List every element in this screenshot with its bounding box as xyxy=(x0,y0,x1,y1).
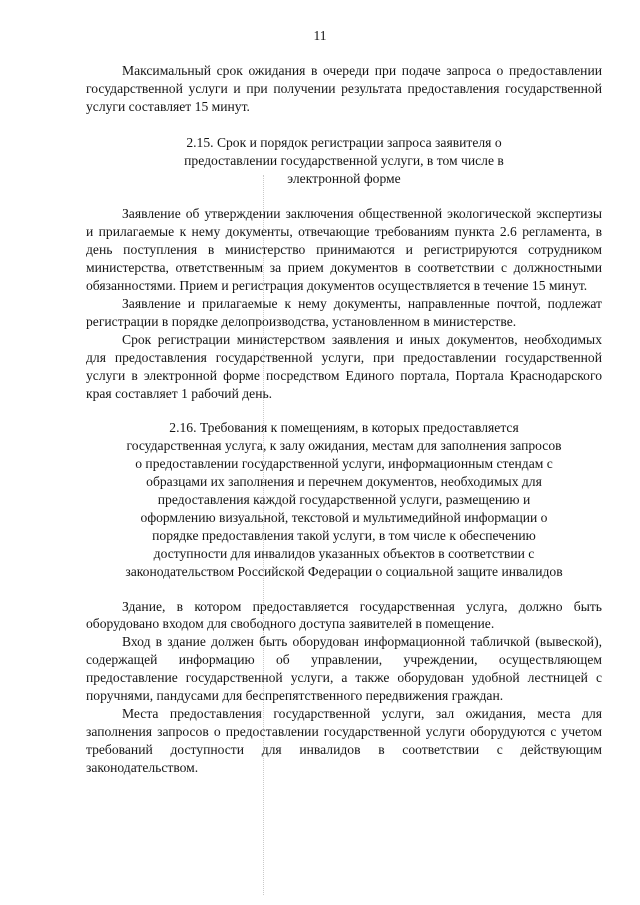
paragraph-waiting-areas: Места предоставления государственной услуги, зал ожидания, места для заполнения запросов о предоставлении государственной услуги оборудуются с учетом требований доступности для инвалидов в соответствии с действующим законодательством. xyxy=(86,706,602,775)
section-heading-2-16: 2.16. Требования к помещениям, в которых предоставляется государственная услуга, к залу ожидания, местам для заполнения запросов о предоставлении государственной услуги, информационным стендам с образцами их заполнения и перечнем документов, необходимых для предоставления каждой государственной услуги, размещению и оформлению визуальной, текстовой и мультимедийной информации о порядке предоставления такой услуги, в том числе к обеспечению доступности для инвалидов указанных объектов в соответствии с законодательством Российской Федерации о социальной защите инвалидов xyxy=(125,420,563,579)
paragraph-max-wait: Максимальный срок ожидания в очереди при подаче запроса о предоставлении государственной услуги и при получении результата предоставления государственной услуги составляет 15 минут. xyxy=(86,63,602,114)
section-heading-2-15: 2.15. Срок и порядок регистрации запроса заявителя о предоставлении государственной услуги, в том числе в электронной форме xyxy=(184,134,504,186)
paragraph-building-entrance: Здание, в котором предоставляется государственная услуга, должно быть оборудовано входом для свободного доступа заявителей в помещение. xyxy=(86,598,602,632)
page-number: 11 xyxy=(313,28,327,43)
document-body xyxy=(86,62,602,777)
paragraph-registration-term: Срок регистрации министерством заявления и иных документов, необходимых для предоставления государственной услуги, при предоставлении государственной услуги в электронной форме посредством Единого портала, Портала Краснодарского края составляет 1 рабочий день. xyxy=(86,331,602,401)
paragraph-entrance-sign: Вход в здание должен быть оборудован информационной табличкой (вывеской), содержащей информацию об управлении, учреждении, осуществляющем предоставление государственной услуги, а также оборудован удобной лестницей с поручнями, пандусами для беспрепятственного передвижения граждан. xyxy=(86,634,602,704)
paragraph-registration: Заявление об утверждении заключения общественной экологической экспертизы и прилагаемые к нему документы, отвечающие требованиям пункта 2.6 регламента, в день поступления в министерство принимаются и регистрируются сотрудником министерства, ответственным за прием документов в соответствии с должностными обязанностями. Прием и регистрация документов осуществляется в течение 15 минут. xyxy=(86,206,602,294)
paragraph-postal: Заявление и прилагаемые к нему документы, направленные почтой, подлежат регистрации в порядке делопроизводства, установленном в министерстве. xyxy=(86,295,602,329)
